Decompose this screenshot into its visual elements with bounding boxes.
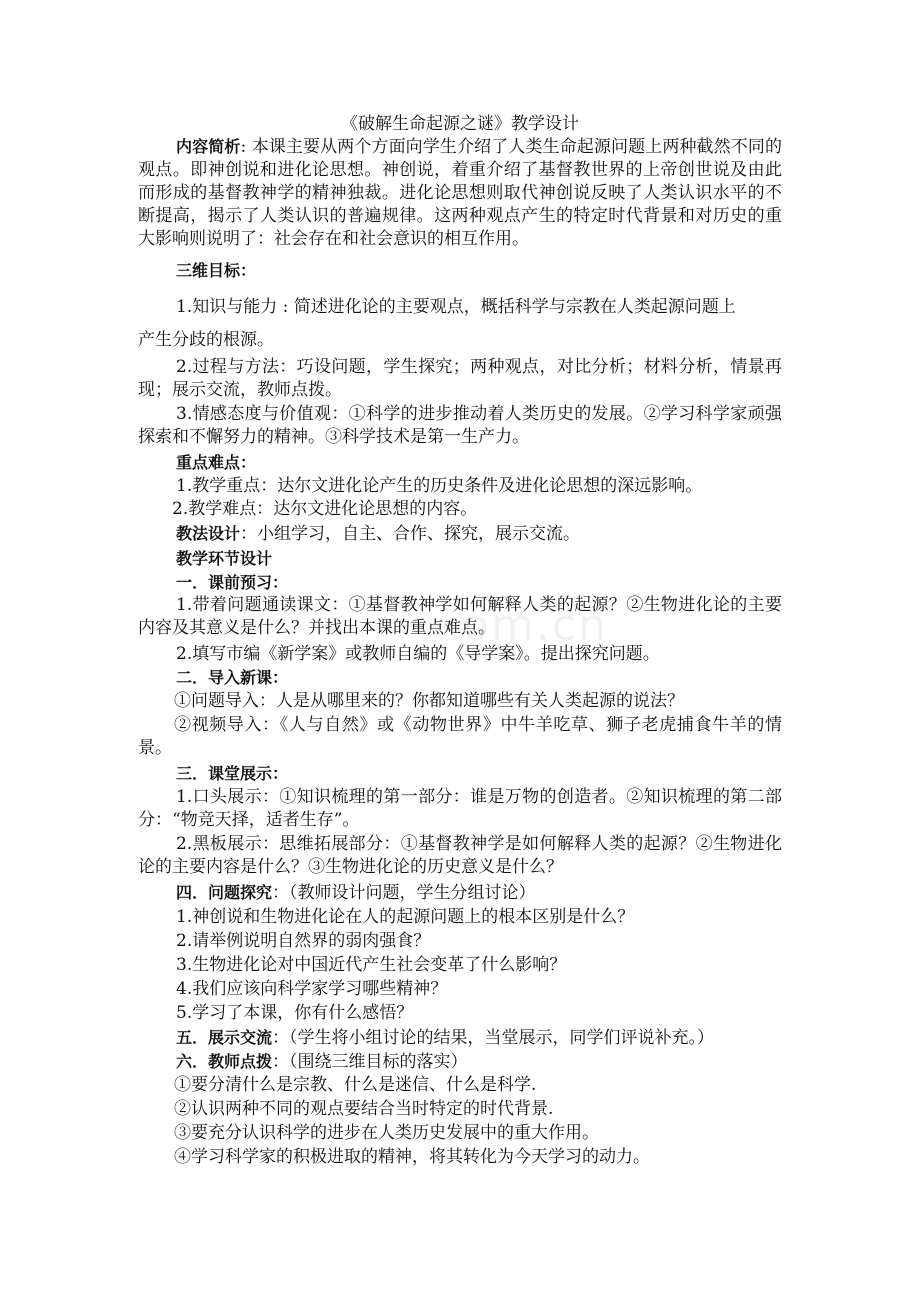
- section-5-label: 五．展示交流: [176, 1028, 273, 1047]
- section-6-item-2: ②认识两种不同的观点要结合当时特定的时代背景.: [174, 1099, 554, 1119]
- summary-label: 内容简析: [176, 137, 241, 156]
- key-point-2: 2.教学难点：达尔文进化论思想的内容。: [172, 499, 478, 519]
- section-3-item-1: 1.口头展示：①知识梳理的第一部分：谁是万物的创造者。②知识梳理的第二部分：“物竞天择，适者生存”。: [138, 787, 782, 830]
- section-6-item-1: ①要分清什么是宗教、什么是迷信、什么是科学.: [174, 1075, 537, 1095]
- document-title: 《破解生命起源之谜》教学设计: [341, 114, 579, 134]
- method-paragraph: [138, 522, 782, 546]
- method-text: ：小组学习，自主、合作、探究，展示交流。: [240, 524, 581, 544]
- section-2-heading: 二．导入新课：: [176, 668, 289, 687]
- section-4-label: 四．问题探究: [176, 883, 273, 902]
- watermark: om.cn: [462, 600, 608, 651]
- section-6-note: ：（围绕三维目标的落实）: [272, 1052, 468, 1072]
- section-1-item-1: 1.带着问题通读课文：①基督教神学如何解释人类的起源？②生物进化论的主要内容及其意义是什么？并找出本课的重点难点。: [138, 595, 782, 638]
- section-4-item-5: 5.学习了本课，你有什么感悟？: [176, 1003, 414, 1023]
- section-6-heading: [138, 1050, 782, 1074]
- process-heading: 教学环节设计: [176, 549, 273, 568]
- section-4-item-2: 2.请举例说明自然界的弱肉强食？: [176, 931, 431, 951]
- summary-text: : 本课主要从两个方面向学生介绍了人类生命起源问题上两种截然不同的观点。即神创说和进化论思想。神创说，着重介绍了基督教世界的上帝创世说及由此而形成的基督教神学的精神独裁。进化论思想则取代神创说反映了人类认识水平的不断提高，揭示了人类认识的普遍规律。这两种观点产生的特定时代背景和对历史的重大影响则说明了：社会存在和社会意识的相互作用。: [138, 137, 782, 249]
- section-4-note: ：（教师设计问题，学生分组讨论）: [272, 883, 536, 903]
- section-4-item-1: 1.神创说和生物进化论在人的起源问题上的根本区别是什么？: [176, 907, 635, 927]
- summary-paragraph: [138, 135, 782, 251]
- section-4-heading: [138, 881, 782, 905]
- section-4-item-3: 3.生物进化论对中国近代产生社会变革了什么影响？: [176, 955, 567, 975]
- goal-1-continued: 产生分歧的根源。: [138, 330, 274, 350]
- goal-1: 1.知识与能力 : 简述进化论的主要观点，概括科学与宗教在人类起源问题上: [176, 297, 736, 317]
- goal-2: 2.过程与方法：巧设问题，学生探究；两种观点，对比分析；材料分析，情景再现；展示交流，教师点拨。: [138, 357, 782, 400]
- method-label: 教法设计: [176, 524, 241, 543]
- key-point-1: 1.教学重点：达尔文进化论产生的历史条件及进化论思想的深远影响。: [176, 476, 703, 496]
- goal-3: 3.情感态度与价值观：①科学的进步推动着人类历史的发展。②学习科学家顽强探索和不懈努力的精神。③科学技术是第一生产力。: [138, 404, 782, 447]
- section-5-note: ：（学生将小组讨论的结果，当堂展示，同学们评说补充。）: [272, 1028, 715, 1048]
- section-3-heading: 三．课堂展示：: [176, 764, 289, 783]
- section-6-item-4: ④学习科学家的积极进取的精神，将其转化为今天学习的动力。: [174, 1147, 650, 1167]
- section-4-item-4: 4.我们应该向科学家学习哪些精神？: [176, 979, 448, 999]
- section-2-item-1: ①问题导入：人是从哪里来的？你都知道哪些有关人类起源的说法？: [174, 691, 684, 711]
- key-points-heading: 重点难点：: [176, 453, 257, 472]
- goals-heading: 三维目标：: [176, 261, 257, 280]
- section-6-item-3: ③要充分认识科学的进步在人类历史发展中的重大作用。: [174, 1123, 599, 1143]
- section-6-label: 六．教师点拨: [176, 1052, 273, 1071]
- section-2-item-2: ②视频导入：《人与自然》或《动物世界》中牛羊吃草、狮子老虎捕食牛羊的情景。: [138, 715, 782, 758]
- section-3-item-2: 2.黑板展示：思维拓展部分：①基督教神学是如何解释人类的起源？②生物进化论的主要内容是什么？③生物进化论的历史意义是什么？: [138, 834, 782, 877]
- section-1-heading: 一．课前预习：: [176, 573, 289, 592]
- section-5-heading: [138, 1026, 782, 1050]
- section-1-item-2: 2.填写市编《新学案》或教师自编的《导学案》。提出探究问题。: [176, 644, 660, 664]
